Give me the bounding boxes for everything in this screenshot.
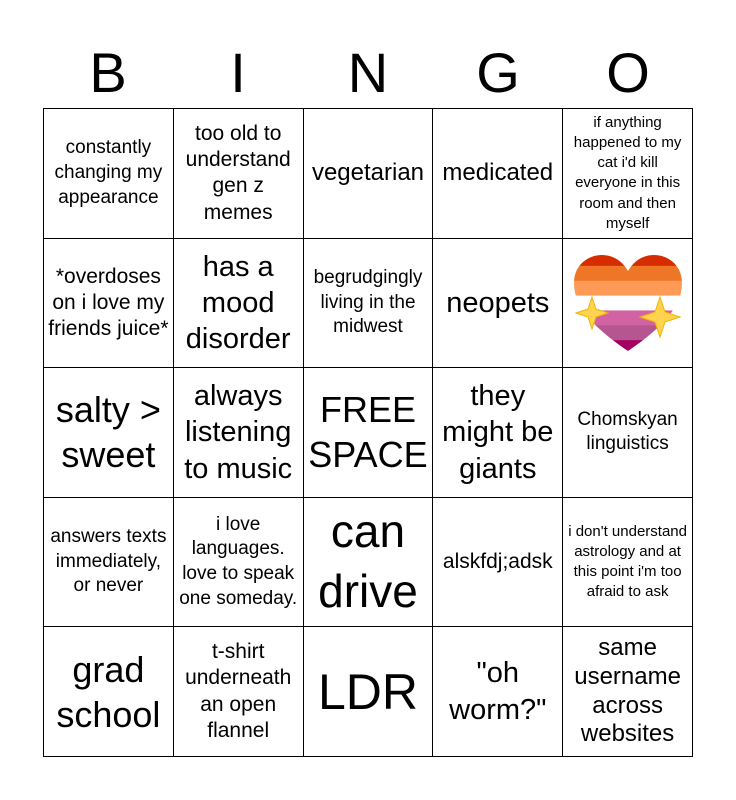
header-letter-i: I [230,41,246,104]
bingo-cell[interactable]: can drive [304,498,434,628]
header-letter-n: N [347,41,389,104]
free-space-cell[interactable]: FREE SPACE [304,368,434,498]
bingo-cell[interactable]: answers texts immediately, or never [44,498,174,628]
header-letter-o: O [606,41,650,104]
bingo-cell[interactable]: *overdoses on i love my friends juice* [44,239,174,369]
bingo-cell[interactable]: too old to understand gen z memes [174,109,304,239]
bingo-cell[interactable]: LDR [304,627,434,757]
header-letter-g: G [476,41,520,104]
bingo-cell[interactable]: grad school [44,627,174,757]
bingo-cell[interactable]: neopets [433,239,563,369]
heart-stripe [570,340,686,355]
bingo-cell[interactable]: Chomskyan linguistics [563,368,693,498]
bingo-cell[interactable]: alskfdj;adsk [433,498,563,628]
sparkling-heart-icon [570,251,686,355]
bingo-cell[interactable]: salty > sweet [44,368,174,498]
bingo-cell[interactable]: "oh worm?" [433,627,563,757]
bingo-cell[interactable]: vegetarian [304,109,434,239]
heart-stripe [570,295,686,310]
header-letter-b: B [89,41,127,104]
bingo-cell-heart[interactable] [563,239,693,369]
bingo-cell[interactable]: i don't understand astrology and at this point i'm too afraid to ask [563,498,693,628]
bingo-cell[interactable]: medicated [433,109,563,239]
heart-stripe [570,266,686,281]
heart-stripe [570,281,686,296]
bingo-cell[interactable]: always listening to music [174,368,304,498]
heart-stripe [570,251,686,266]
bingo-header [43,40,693,106]
bingo-cell[interactable]: t-shirt underneath an open flannel [174,627,304,757]
bingo-cell[interactable]: has a mood disorder [174,239,304,369]
bingo-cell[interactable]: begrudgingly living in the midwest [304,239,434,369]
heart-stripe [570,325,686,340]
bingo-board [43,108,693,757]
bingo-cell[interactable]: same username across websites [563,627,693,757]
bingo-cell[interactable]: constantly changing my appearance [44,109,174,239]
bingo-cell[interactable]: i love languages. love to speak one someday. [174,498,304,628]
bingo-cell[interactable]: they might be giants [433,368,563,498]
bingo-cell[interactable]: if anything happened to my cat i'd kill everyone in this room and then myself [563,109,693,239]
